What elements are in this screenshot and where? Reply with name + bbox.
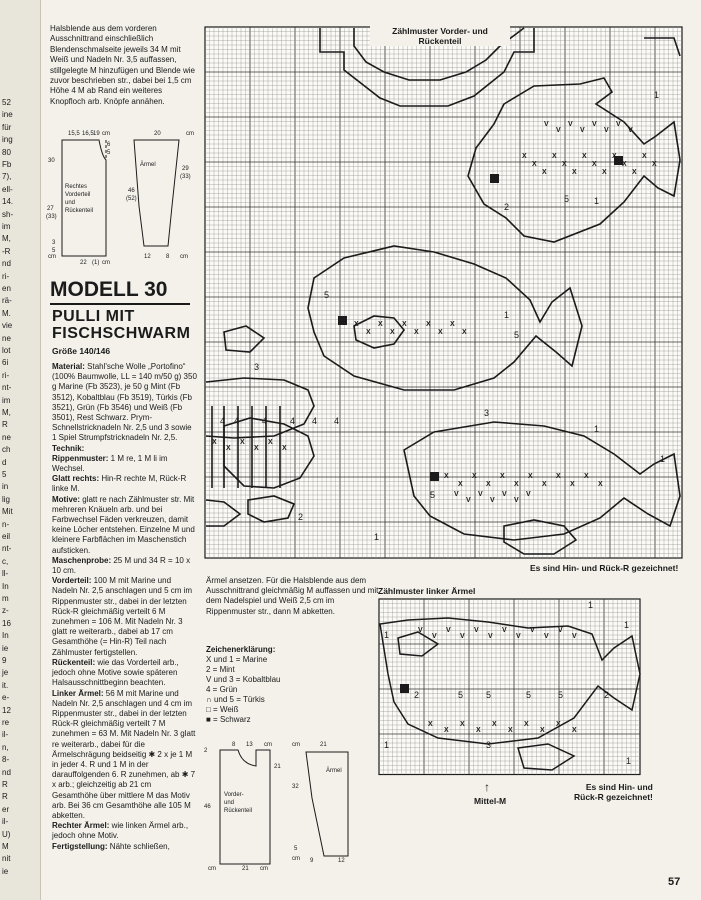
- instruction-heading: Rückenteil:: [52, 657, 96, 667]
- stitch-symbol: X: [572, 727, 577, 734]
- sleeve-chart-note-line-1: Es sind Hin- und: [585, 782, 653, 792]
- dim-label: 15,5: [68, 131, 80, 137]
- prev-page-fragment: ie: [2, 643, 9, 653]
- prev-page-fragment: n,: [2, 742, 9, 752]
- stitch-symbol: X: [622, 161, 627, 168]
- dim-label: cm: [102, 131, 110, 137]
- dim-label: cm: [264, 742, 272, 748]
- prev-page-fragment: 8-: [2, 755, 10, 765]
- prev-page-fragment: 80: [2, 147, 11, 157]
- front-inner-label: und: [65, 200, 76, 206]
- sleeve-knitting-chart: [378, 598, 644, 778]
- instruction-section: [52, 556, 198, 576]
- color-number: 5: [458, 690, 464, 700]
- prev-page-fragment: U): [2, 829, 11, 839]
- stitch-symbol: V: [466, 497, 471, 504]
- dim-label: 12: [144, 254, 151, 260]
- stitch-symbol: V: [526, 491, 531, 498]
- stitch-symbol: X: [632, 169, 637, 176]
- stitch-symbol: X: [282, 445, 287, 452]
- stitch-symbol: X: [556, 721, 561, 728]
- stitch-symbol: V: [502, 627, 507, 634]
- center-stitch-label: Mittel-M: [474, 796, 507, 806]
- front-inner-label: Vorderteil: [65, 192, 91, 198]
- dim-label: cm: [292, 742, 300, 748]
- prev-page-fragment: eil: [2, 532, 11, 541]
- prev-page-fragment: 9: [2, 656, 7, 665]
- stitch-symbol: V: [514, 497, 519, 504]
- color-number: 2: [298, 512, 304, 522]
- stitch-symbol: X: [552, 153, 557, 160]
- sleeve-outline: [134, 140, 179, 246]
- legend-item: ■ = Schwarz: [206, 715, 251, 724]
- color-number: 5: [486, 690, 492, 700]
- dim-label: 5: [52, 248, 56, 254]
- dim-label: 32: [292, 784, 299, 790]
- instruction-text: 100 M mit Marine und Nadeln Nr. 2,5 anschlagen und 5 cm im Rippenmuster str., dabei in der letzten Rück-R gleichmäßig verteilt 6 M zunehmen = 106 M. Mit Nadeln Nr. 3 glatt re weiterarb., dabei ab 17 cm Gesamthöhe (= Hin-R) Teil nach Zählmuster fertigstellen.: [52, 576, 193, 657]
- sleeve-chart-title: Zählmuster linker Ärmel: [378, 586, 476, 596]
- dim-label: (52): [126, 196, 137, 202]
- stitch-symbol: V: [568, 121, 573, 128]
- stitch-symbol: X: [598, 481, 603, 488]
- color-number: 1: [374, 532, 380, 542]
- prev-page-fragment: je: [2, 668, 9, 678]
- legend: [206, 645, 326, 725]
- stitch-symbol: V: [592, 121, 597, 128]
- instruction-text: Hin-R rechte M, Rück-R linke M.: [52, 474, 187, 494]
- prev-page-fragment: er: [2, 804, 10, 814]
- schematic-bottom: [198, 738, 378, 873]
- color-number: 1: [594, 424, 600, 434]
- instruction-text: Nähte schließen,: [107, 841, 170, 851]
- stitch-symbol: X: [528, 473, 533, 480]
- prev-page-fragment: nd: [2, 259, 11, 269]
- prev-page-fragment: m: [2, 594, 9, 603]
- prev-page-fragment: im: [2, 395, 11, 405]
- prev-page-fragment: M,: [2, 408, 11, 417]
- color-number: 5: [324, 290, 330, 300]
- color-number: 2: [414, 690, 420, 700]
- prev-page-fragment: sh-: [2, 209, 14, 219]
- stitch-symbol: X: [268, 439, 273, 446]
- prev-page-fragment: M.: [2, 308, 11, 318]
- body-outline: [220, 750, 270, 864]
- instruction-section: [52, 444, 198, 454]
- prev-page-fragment: nit: [2, 854, 11, 864]
- instruction-heading: Vorderteil:: [52, 576, 92, 586]
- model-subtitle: [52, 308, 192, 342]
- instruction-heading: Rippenmuster:: [52, 453, 109, 463]
- prev-page-fragment: ine: [2, 110, 13, 120]
- stitch-symbol: X: [240, 439, 245, 446]
- fish-eye: [490, 174, 499, 183]
- sleeve-chart-note-line-2: Rück-R gezeichnet!: [574, 792, 653, 802]
- dim-label: 5: [107, 150, 111, 156]
- stitch-symbol: X: [612, 153, 617, 160]
- main-knitting-chart: [204, 26, 684, 562]
- inner-label: Rückenteil: [224, 808, 253, 814]
- prev-page-fragment: ie: [2, 866, 9, 876]
- schematic-top: [44, 126, 204, 266]
- instruction-text: wie linken Ärmel arb., jedoch ohne Motiv.: [52, 821, 189, 841]
- color-number: 1: [384, 630, 390, 640]
- prev-page-fragment: ing: [2, 135, 13, 145]
- dim-label: cm: [292, 856, 300, 862]
- stitch-symbol: V: [556, 127, 561, 134]
- stitch-symbol: X: [450, 321, 455, 328]
- stitch-symbol: X: [402, 321, 407, 328]
- stitch-symbol: X: [444, 727, 449, 734]
- stitch-symbol: V: [454, 491, 459, 498]
- color-number: 4: [220, 416, 226, 426]
- dim-label: 8: [232, 742, 236, 748]
- dim-label: (33): [46, 214, 57, 220]
- color-number: 1: [626, 756, 632, 766]
- prev-page-fragment: en: [2, 284, 11, 293]
- prev-page-fragment: 14.: [2, 197, 14, 207]
- dim-label: 21: [320, 742, 327, 748]
- stitch-symbol: X: [540, 727, 545, 734]
- instruction-section: [52, 362, 198, 444]
- instruction-text: Stahl'sche Wolle „Portofino“ (100% Baumwolle, LL = 140 m/50 g) 350 g Marine (Fb 3523), je 50 g Mint (Fb 3512), Kobaltblau (Fb 3519), Türkis (Fb 3521), Grün (Fb 3546) und Weiß (Fb 3501), Rest Schwarz. Prym-Schnellstricknadeln Nr. 2,5 und 3 sowie 1 Spiel Strumpfstricknadeln Nr. 2,5.: [52, 362, 197, 443]
- stitch-symbol: V: [572, 633, 577, 640]
- prev-page-fragment: rä-: [2, 296, 12, 306]
- stitch-symbol: X: [462, 329, 467, 336]
- stitch-symbol: X: [486, 481, 491, 488]
- dim-label: 29: [182, 166, 189, 172]
- stitch-symbol: V: [418, 627, 423, 634]
- instruction-section: [52, 474, 198, 494]
- stitch-symbol: V: [446, 627, 451, 634]
- color-number: 3: [254, 362, 260, 372]
- stitch-symbol: X: [514, 481, 519, 488]
- stitch-symbol: X: [254, 445, 259, 452]
- dim-label: 13: [246, 742, 253, 748]
- dim-label: 8: [166, 254, 170, 260]
- prev-page-fragment: ne: [2, 333, 11, 343]
- prev-page-fragment: c,: [2, 556, 9, 566]
- intro-paragraph: Halsblende aus dem vorderen Ausschnittrand einschließlich Blendenschmalseite jeweils 34 M mit Weiß und Nadeln Nr. 3,5 auffassen, stillgelegte M hinzufügen und Blende wie zuvor beschrieben str., dabei bei 1,5 cm Höhe 4 M ab Rand ein weiteres Knopfloch arb. Knöpfe annähen.: [50, 24, 195, 106]
- stitch-symbol: V: [490, 497, 495, 504]
- instruction-heading: Maschenprobe:: [52, 555, 112, 565]
- stitch-symbol: X: [602, 169, 607, 176]
- stitch-symbol: V: [604, 127, 609, 134]
- prev-page-fragment: d: [2, 457, 7, 467]
- instructions-column: [52, 362, 198, 852]
- prev-page-fragment: it.: [2, 680, 9, 690]
- fish-eye: [400, 684, 409, 693]
- prev-page-fragment: ne: [2, 432, 11, 442]
- main-chart-note: Es sind Hin- und Rück-R gezeichnet!: [530, 563, 679, 573]
- color-number: 1: [504, 310, 510, 320]
- stitch-symbol: X: [542, 481, 547, 488]
- dim-label: 22: [80, 260, 87, 266]
- instruction-section: [52, 689, 198, 822]
- color-number: 4: [334, 416, 340, 426]
- prev-page-fragment: -R: [2, 246, 11, 256]
- color-number: 4: [312, 416, 318, 426]
- color-number: 1: [624, 620, 630, 630]
- prev-page-fragment: nt-: [2, 544, 12, 554]
- legend-item: X und 1 = Marine: [206, 655, 268, 664]
- prev-page-fragment: R: [2, 420, 8, 430]
- dim-label: 16,5: [82, 131, 94, 137]
- stitch-symbol: X: [570, 481, 575, 488]
- color-number: 4: [234, 416, 240, 426]
- stitch-symbol: X: [542, 169, 547, 176]
- color-number: 5: [430, 490, 436, 500]
- model-title: MODELL 30: [50, 278, 168, 301]
- color-number: 1: [660, 454, 666, 464]
- stitch-symbol: X: [354, 321, 359, 328]
- stitch-symbol: X: [460, 721, 465, 728]
- size-label: Größe 140/146: [52, 346, 111, 356]
- stitch-symbol: X: [476, 727, 481, 734]
- color-number: 4: [262, 416, 268, 426]
- color-number: 2: [604, 690, 610, 700]
- prev-page-fragment: lot: [2, 346, 11, 355]
- prev-page-fragment: im: [2, 222, 11, 231]
- prev-page-fragment: 6i: [2, 358, 9, 368]
- prev-page-fragment: Fb: [2, 160, 12, 169]
- stitch-symbol: X: [472, 473, 477, 480]
- stitch-symbol: X: [378, 321, 383, 328]
- prev-page-fragment: vie: [2, 321, 13, 331]
- stitch-symbol: X: [508, 727, 513, 734]
- center-arrow-icon: ↑: [484, 780, 490, 794]
- prev-page-fragment: ch: [2, 445, 11, 455]
- main-chart-title-line-2: Rückenteil: [418, 36, 462, 46]
- stitch-symbol: V: [530, 627, 535, 634]
- prev-page-fragment: R: [2, 780, 8, 789]
- stitch-symbol: V: [502, 491, 507, 498]
- instruction-section: [52, 658, 198, 689]
- dim-label: cm: [102, 260, 110, 266]
- dim-label: 5: [294, 846, 298, 852]
- dim-label: 21: [274, 764, 281, 770]
- previous-page-edge: [0, 0, 41, 900]
- dim-label: 3: [52, 240, 56, 246]
- dim-label: cm: [186, 131, 194, 137]
- prev-page-fragment: lig: [2, 494, 11, 504]
- sleeve-label: Ärmel: [140, 162, 156, 168]
- stitch-symbol: X: [414, 329, 419, 336]
- instruction-heading: Glatt rechts:: [52, 474, 100, 484]
- stitch-symbol: X: [642, 153, 647, 160]
- color-number: 4: [290, 416, 296, 426]
- instruction-heading: Fertigstellung:: [52, 841, 108, 851]
- stitch-symbol: X: [572, 169, 577, 176]
- instruction-text: 25 M und 34 R = 10 x 10 cm.: [52, 555, 191, 576]
- dim-label: cm: [208, 866, 216, 872]
- prev-page-fragment: re: [2, 718, 10, 727]
- stitch-symbol: V: [488, 633, 493, 640]
- dim-label: (1): [92, 260, 100, 266]
- stitch-symbol: X: [226, 445, 231, 452]
- dim-label: 9: [310, 858, 314, 864]
- legend-title: Zeichenerklärung:: [206, 645, 276, 654]
- stitch-symbol: X: [524, 721, 529, 728]
- stitch-symbol: X: [366, 329, 371, 336]
- dim-label: (33): [180, 174, 191, 180]
- prev-page-fragment: 52: [2, 98, 11, 107]
- stitch-symbol: X: [522, 153, 527, 160]
- fish-eye: [338, 316, 347, 325]
- color-number: 1: [384, 740, 390, 750]
- legend-item: ∩ und 5 = Türkis: [206, 695, 265, 704]
- prev-page-fragment: nd: [2, 767, 11, 777]
- color-number: 5: [514, 330, 520, 340]
- main-chart-title: [370, 26, 510, 46]
- dim-label: 12: [338, 858, 345, 864]
- instruction-section: [52, 495, 198, 556]
- stitch-symbol: V: [616, 121, 621, 128]
- color-number: 3: [484, 408, 490, 418]
- instruction-text: 56 M mit Marine und Nadeln Nr. 2,5 anschlagen und 4 cm im Rippenmuster str., dabei in der letzten Rück-R gleichmäßig verteilt 7 M zunehmen = 63 M. Mit Nadeln Nr. 3 glatt re weiterarb., dabei für die Ärmelschrägung beidseitig ✱ 2 x je 1 M in jeder 4. R und 1 M in der darauffolgenden 6. R zunehmen, ab ✱ 7 x arb.; gleichzeitig ab 21 cm Gesamthöhe über mittlere M das Motiv arb. Bei 36 cm Gesamthöhe alle 105 M abketten.: [52, 688, 196, 820]
- stitch-symbol: V: [544, 633, 549, 640]
- dim-label: 46: [128, 188, 135, 194]
- stitch-symbol: V: [558, 627, 563, 634]
- prev-page-fragment: il-: [2, 817, 9, 827]
- dim-label: 6: [107, 142, 111, 148]
- color-number: 1: [654, 90, 660, 100]
- stitch-symbol: X: [562, 161, 567, 168]
- stitch-symbol: X: [426, 321, 431, 328]
- stitch-symbol: X: [390, 329, 395, 336]
- subtitle-line-1: PULLI MIT: [52, 308, 135, 325]
- prev-page-fragment: M,: [2, 234, 11, 244]
- dim-label: 30: [48, 158, 55, 164]
- color-number: 5: [558, 690, 564, 700]
- stitch-symbol: X: [532, 161, 537, 168]
- legend-item: 2 = Mint: [206, 665, 235, 674]
- instruction-text: glatt re nach Zählmuster str. Mit mehreren Knäueln arb. und bei Farbwechsel Fäden verkreuzen, damit keine Löcher entstehen. Einzelne M und kleinere Farbflächen im Maschenstich aufsticken.: [52, 494, 195, 555]
- prev-page-fragment: ri-: [2, 271, 10, 281]
- stitch-symbol: V: [628, 127, 633, 134]
- dim-label: cm: [260, 866, 268, 872]
- stitch-symbol: X: [500, 473, 505, 480]
- instruction-text: 1 M re, 1 M li im Wechsel.: [52, 453, 168, 474]
- inner-label: Vorder-: [224, 792, 244, 798]
- instruction-heading: Technik:: [52, 443, 85, 453]
- dim-label: cm: [180, 254, 188, 260]
- inner-label: und: [224, 800, 235, 806]
- stitch-symbol: X: [428, 721, 433, 728]
- stitch-symbol: X: [592, 161, 597, 168]
- color-number: 2: [504, 202, 510, 212]
- prev-page-fragment: ri-: [2, 370, 10, 380]
- instruction-heading: Motive:: [52, 494, 80, 504]
- prev-page-fragment: 5: [2, 470, 7, 479]
- prev-page-fragment: Mit: [2, 507, 13, 517]
- instruction-section: [52, 454, 198, 474]
- stitch-symbol: X: [556, 473, 561, 480]
- legend-item: □ = Weiß: [206, 705, 239, 714]
- dim-label: cm: [48, 254, 56, 260]
- stitch-symbol: V: [544, 121, 549, 128]
- prev-page-fragment: R: [2, 792, 8, 802]
- title-rule: [50, 303, 190, 305]
- legend-item: V und 3 = Kobaltblau: [206, 675, 281, 684]
- prev-page-fragment: il-: [2, 730, 9, 740]
- stitch-symbol: X: [458, 481, 463, 488]
- dim-label: 20: [154, 131, 161, 137]
- prev-page-fragment: ll-: [2, 569, 9, 579]
- prev-page-fragment: nt-: [2, 383, 12, 393]
- main-chart-title-line-1: Zählmuster Vorder- und: [392, 26, 488, 36]
- color-number: 5: [564, 194, 570, 204]
- dim-label: 46: [204, 804, 211, 810]
- color-number: 1: [588, 600, 594, 610]
- stitch-symbol: V: [478, 491, 483, 498]
- prev-page-fragment: e-: [2, 693, 10, 703]
- stitch-symbol: X: [582, 153, 587, 160]
- stitch-symbol: X: [212, 439, 217, 446]
- stitch-symbol: X: [438, 329, 443, 336]
- subtitle-line-2: FISCHSCHWARM: [52, 325, 191, 342]
- color-number: 3: [486, 740, 492, 750]
- sleeve-finish-text: Ärmel ansetzen. Für die Halsblende aus dem Ausschnittrand gleichmäßig M auffassen und mit dem Nadelspiel und Weiß 2,5 cm im Rippenmuster str., dann M abketten.: [206, 576, 379, 616]
- prev-page-fragment: In: [2, 581, 9, 591]
- sleeve-label: Ärmel: [326, 768, 342, 774]
- instruction-heading: Rechter Ärmel:: [52, 821, 110, 831]
- page-number: 57: [668, 876, 681, 888]
- dim-label: 27: [47, 206, 54, 212]
- fish-eye: [430, 472, 439, 481]
- prev-page-fragment: ell-: [2, 184, 13, 194]
- prev-page-fragment: 16: [2, 618, 11, 628]
- stitch-symbol: X: [584, 473, 589, 480]
- dim-label: 19: [93, 131, 100, 137]
- stitch-symbol: V: [516, 633, 521, 640]
- prev-page-fragment: 7),: [2, 172, 12, 182]
- instruction-section: [52, 576, 198, 658]
- prev-page-fragment: für: [2, 122, 12, 132]
- sleeve-chart-note: [574, 782, 653, 802]
- stitch-symbol: V: [580, 127, 585, 134]
- stitch-symbol: V: [432, 633, 437, 640]
- prev-page-fragment: z-: [2, 606, 9, 616]
- dim-label: 21: [242, 866, 249, 872]
- stitch-symbol: V: [460, 633, 465, 640]
- prev-page-fragment: in: [2, 482, 9, 492]
- color-number: 1: [594, 196, 600, 206]
- prev-page-fragment: M: [2, 842, 9, 851]
- front-inner-label: Rechtes: [65, 184, 88, 190]
- instruction-section: [52, 842, 198, 852]
- prev-page-fragment: n-: [2, 519, 10, 529]
- instruction-heading: Material:: [52, 362, 85, 371]
- instruction-heading: Linker Ärmel:: [52, 688, 104, 698]
- prev-page-fragment: In: [2, 631, 9, 641]
- prev-page-fragment: 12: [2, 705, 11, 715]
- dim-label: 2: [204, 748, 208, 754]
- front-inner-label: Rückenteil: [65, 208, 94, 214]
- instruction-section: [52, 821, 198, 841]
- stitch-symbol: X: [652, 161, 657, 168]
- front-body-outline: [62, 140, 106, 256]
- legend-item: 4 = Grün: [206, 685, 238, 694]
- stitch-symbol: X: [444, 473, 449, 480]
- color-number: 5: [526, 690, 532, 700]
- stitch-symbol: X: [492, 721, 497, 728]
- instruction-text: wie das Vorderteil arb., jedoch ohne Motive sowie späteren Halsausschnittbeginn beachten.: [52, 657, 179, 688]
- stitch-symbol: V: [474, 627, 479, 634]
